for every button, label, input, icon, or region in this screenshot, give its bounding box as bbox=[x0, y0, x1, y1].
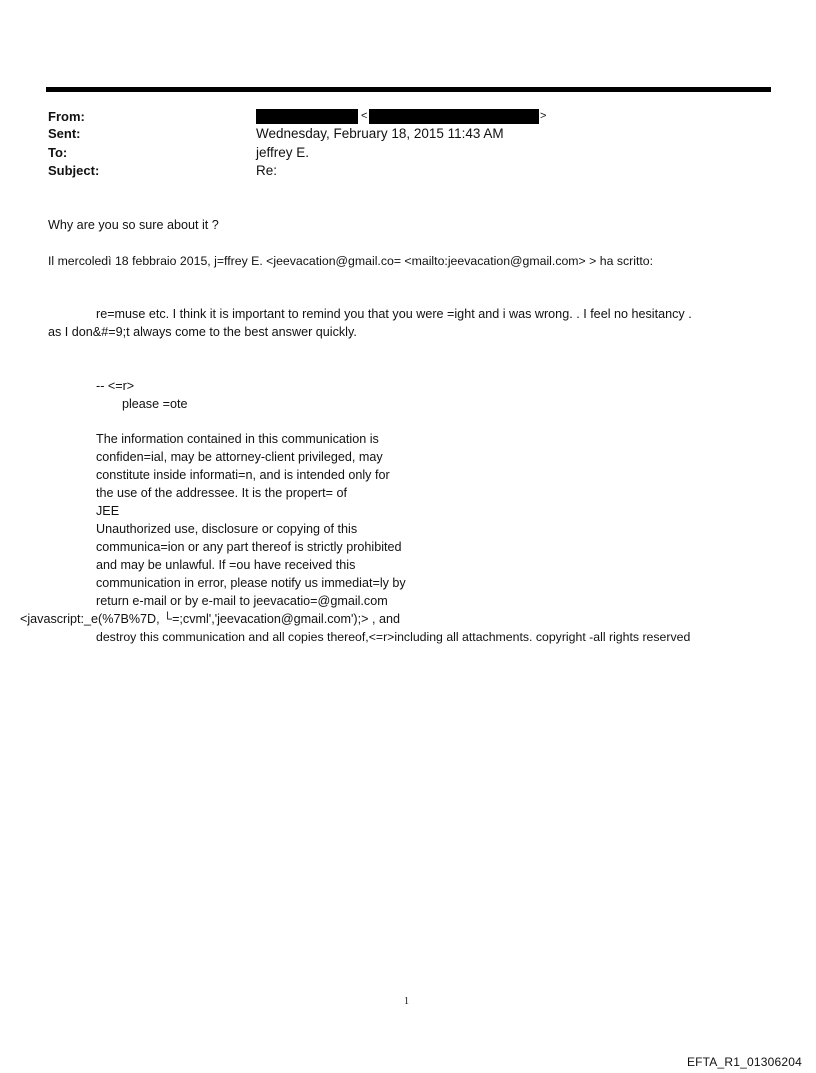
header-rule bbox=[46, 87, 771, 92]
disclaimer-line: constitute inside informati=n, and is intended only for bbox=[96, 468, 390, 482]
to-value: jeffrey E. bbox=[256, 145, 310, 160]
disclaimer-line: Unauthorized use, disclosure or copying of this bbox=[96, 522, 358, 536]
destroy-line: destroy this communication and all copies thereof,<=r>including all attachments. copyright -all rights reserved bbox=[96, 630, 691, 644]
redacted-sender-name bbox=[256, 109, 358, 124]
redacted-sender-email bbox=[369, 109, 539, 124]
to-label: To: bbox=[48, 145, 68, 160]
sent-value: Wednesday, February 18, 2015 11:43 AM bbox=[256, 126, 504, 141]
body-question: Why are you so sure about it ? bbox=[48, 218, 219, 232]
from-close-bracket: > bbox=[540, 110, 547, 122]
body-quote-intro: Il mercoledì 18 febbraio 2015, j=ffrey E. <jeevacation@gmail.co= <mailto:jeevacation@gmail.com> > ha scritto: bbox=[48, 254, 654, 268]
sent-label: Sent: bbox=[48, 126, 81, 141]
disclaimer-line: communica=ion or any part thereof is strictly prohibited bbox=[96, 540, 402, 554]
disclaimer-line: and may be unlawful. If =ou have received this bbox=[96, 558, 356, 572]
javascript-link-line: <javascript:_e(%7B%7D, └=;cvml','jeevacation@gmail.com');> , and bbox=[20, 612, 400, 626]
page-number: 1 bbox=[404, 996, 409, 1007]
disclaimer-line: JEE bbox=[96, 504, 120, 518]
signature-dash: -- <=r> bbox=[96, 379, 135, 393]
disclaimer-line: communication in error, please notify us immediat=ly by bbox=[96, 576, 406, 590]
quoted-text-line-1: re=muse etc. I think it is important to remind you that you were =ight and i was wrong. . I feel no hesitancy . bbox=[96, 307, 692, 321]
disclaimer-line: The information contained in this communication is bbox=[96, 432, 379, 446]
disclaimer-line: confiden=ial, may be attorney-client privileged, may bbox=[96, 450, 383, 464]
quoted-text-line-2: as I don&#=9;t always come to the best answer quickly. bbox=[48, 325, 357, 339]
subject-label: Subject: bbox=[48, 163, 100, 178]
document-id: EFTA_R1_01306204 bbox=[686, 1055, 802, 1069]
signature-note: please =ote bbox=[122, 397, 188, 411]
disclaimer-line: return e-mail or by e-mail to jeevacatio=@gmail.com bbox=[96, 594, 388, 608]
subject-value: Re: bbox=[256, 163, 278, 178]
disclaimer-line: the use of the addressee. It is the propert= of bbox=[96, 486, 347, 500]
from-open-bracket: < bbox=[361, 110, 368, 122]
from-label: From: bbox=[48, 109, 85, 124]
